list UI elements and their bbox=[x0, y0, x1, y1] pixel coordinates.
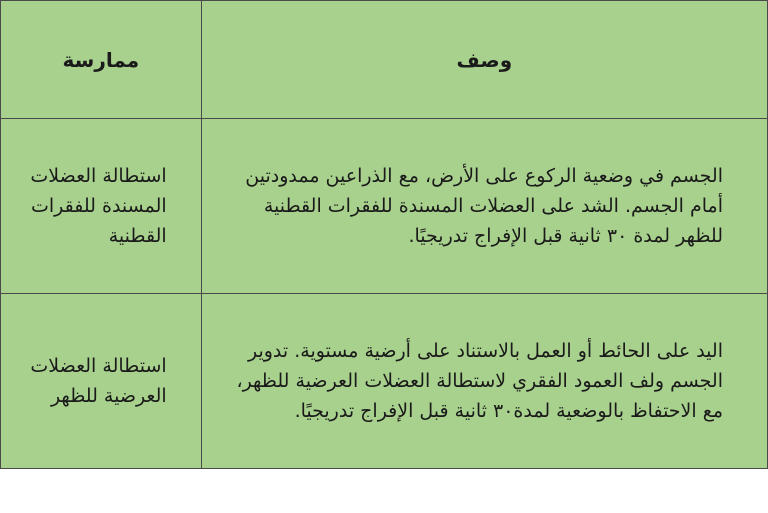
exercise-cell bbox=[1, 119, 202, 294]
exercise-name: استطالة العضلات العرضية للظهر bbox=[30, 355, 167, 407]
exercise-name: استطالة العضلات المسندة للفقرات القطنية bbox=[30, 165, 167, 247]
exercise-description: اليد على الحائط أو العمل بالاستناد على أرضية مستوية. تدوير الجسم ولف العمود الفقري لاستطالة العضلات العرضية للظهر، مع الاحتفاظ بالوضعية لمدة٣٠ ثانية قبل الإفراج تدريجيًا. bbox=[236, 340, 723, 422]
header-description-label: وصف bbox=[456, 47, 513, 72]
header-description bbox=[201, 1, 767, 119]
header-exercise-label: ممارسة bbox=[62, 47, 140, 72]
description-cell bbox=[201, 119, 767, 294]
table-row bbox=[1, 119, 768, 294]
exercise-description: الجسم في وضعية الركوع على الأرض، مع الذراعين ممدودتين أمام الجسم. الشد على العضلات المسندة للفقرات القطنية للظهر لمدة ٣٠ ثانية قبل الإفراج تدريجيًا. bbox=[245, 165, 723, 247]
description-cell bbox=[201, 294, 767, 469]
table-header-row bbox=[1, 1, 768, 119]
header-exercise bbox=[1, 1, 202, 119]
table-row bbox=[1, 294, 768, 469]
exercise-cell bbox=[1, 294, 202, 469]
